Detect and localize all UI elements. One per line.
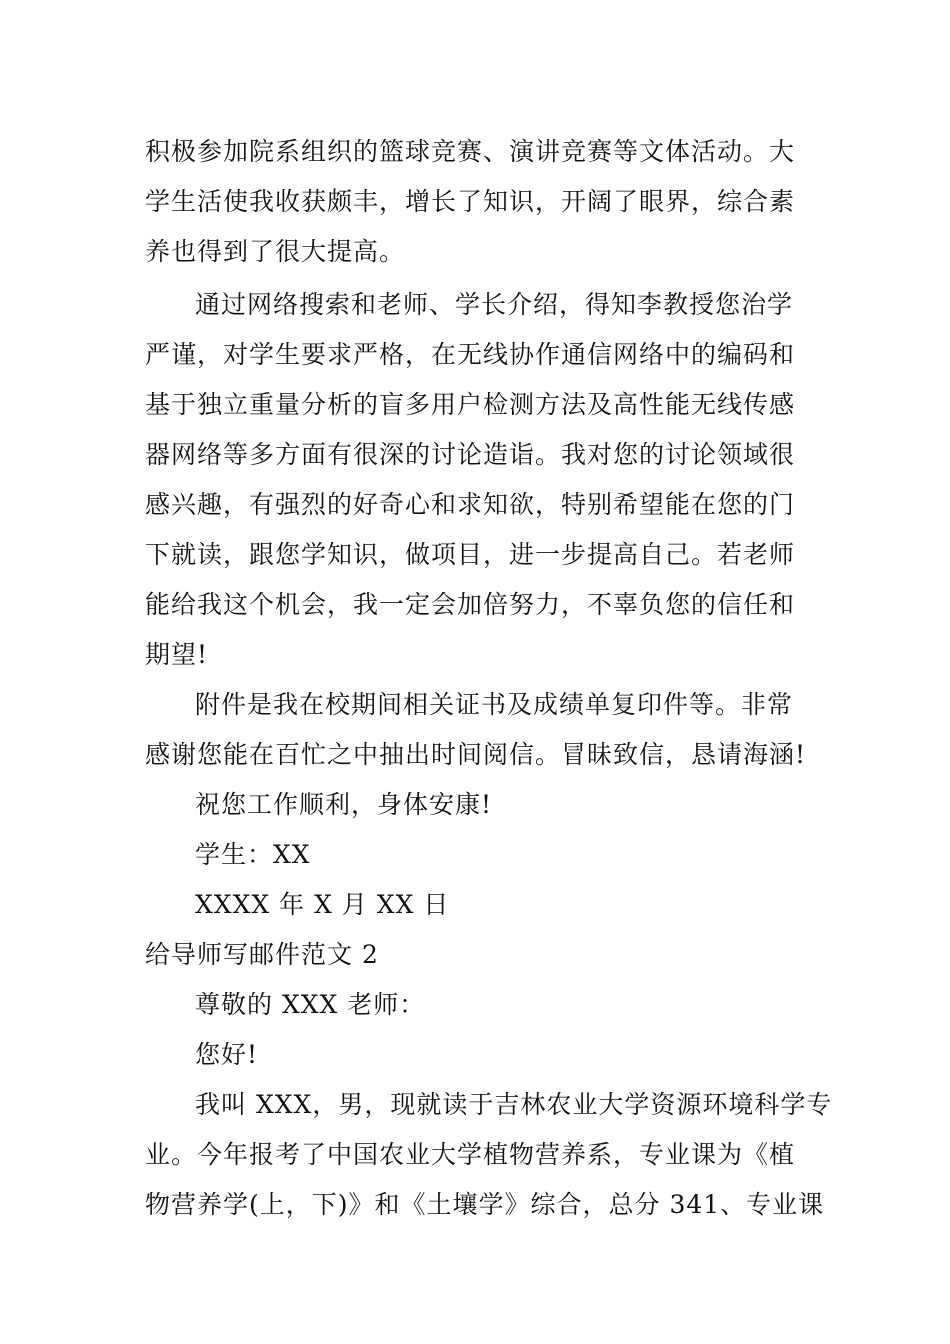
greeting-line: 您好!	[195, 1040, 259, 1069]
closing-line: 祝您工作顺利，身体安康!	[195, 790, 493, 819]
text-line: 附件是我在校期间相关证书及成绩单复印件等。非常	[195, 690, 794, 719]
text-line: 基于独立重量分析的盲多用户检测方法及高性能无线传感	[145, 390, 796, 419]
date-line: XXXX 年 X 月 XX 日	[195, 890, 450, 919]
text-line: 物营养学(上，下)》和《土壤学》综合，总分 341、专业课	[145, 1190, 825, 1219]
signature-line: 学生：XX	[195, 840, 311, 869]
text-line: 业。今年报考了中国农业大学植物营养系，专业课为《植	[145, 1140, 796, 1169]
text-line: 能给我这个机会，我一定会加倍努力，不辜负您的信任和	[145, 590, 796, 619]
text-line: 器网络等多方面有很深的讨论造诣。我对您的讨论领域很	[145, 440, 796, 469]
text-line: 积极参加院系组织的篮球竞赛、演讲竞赛等文体活动。大	[145, 137, 796, 166]
text-line: 我叫 XXX，男，现就读于吉林农业大学资源环境科学专	[195, 1090, 833, 1119]
text-line: 养也得到了很大提高。	[145, 237, 406, 266]
text-line: 学生活使我收获颇丰，增长了知识，开阔了眼界，综合素	[145, 187, 796, 216]
text-line: 严谨，对学生要求严格，在无线协作通信网络中的编码和	[145, 340, 796, 369]
text-line: 通过网络搜索和老师、学长介绍，得知李教授您治学	[195, 290, 794, 319]
text-line: 期望!	[145, 640, 209, 669]
text-line: 下就读，跟您学知识，做项目，进一步提高自己。若老师	[145, 540, 796, 569]
salutation-line: 尊敬的 XXX 老师：	[195, 990, 426, 1019]
text-line: 感谢您能在百忙之中抽出时间阅信。冒昧致信，恳请海涵!	[145, 740, 807, 769]
section-title: 给导师写邮件范文 2	[145, 940, 379, 969]
text-line: 感兴趣，有强烈的好奇心和求知欲，特别希望能在您的门	[145, 490, 796, 519]
